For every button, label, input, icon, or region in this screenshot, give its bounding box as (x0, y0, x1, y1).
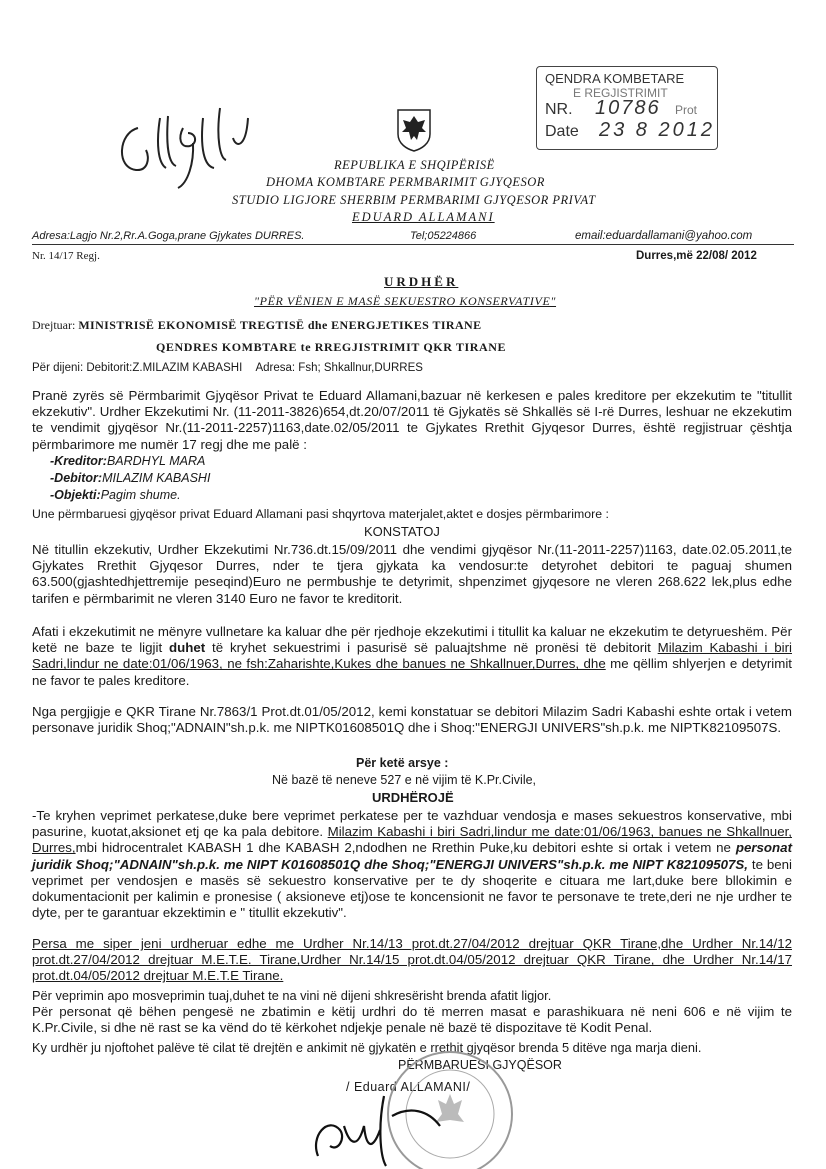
para4-duhet: duhet (169, 640, 206, 656)
paragraph-appeal: Ky urdhër ju njoftohet palëve të cilat të drejtën e ankimit në gjykatën e rrethit gjyqësor brenda 5 ditëve nga marja dieni. (32, 1040, 702, 1055)
stamp-line1: QENDRA KOMBETARE (545, 71, 685, 86)
doc-title: URDHËR (384, 274, 459, 289)
paragraph-title: Në titullin ekzekutiv, Urdher Ekzekutimi Nr.736.dt.15/09/2011 dhe vendimi gjyqësor Nr.(11-2011-2257)1163, date.02.05.2011,te Gjykates Rrethit Gjyqesor Durres, nder te tjera gjykata ka vendosur:te detyrohet debitori te paguaj shumen 63.500(gjashtedhjettremije peseqind)Euro ne permbushje te detyrimit, shpenzimet gjyqesore ne vleren 268.622 lek,plus edhe tarifen e përmbarimit ne vleren 3140 Euro ne favor te kreditorit. (32, 542, 792, 606)
kreditor-value: BARDHYL MARA (106, 454, 206, 468)
para4-debtor: Milazim Kabashi i biri Sadri,lindur ne date:01/06/1963, ne fsh:Zaharishte,Kukes dhe banues ne Shkallnuer,Durres, dhe (32, 640, 792, 672)
header-address: Adresa:Lagjo Nr.2,Rr.A.Goga,prane Gjykates DURRES. (32, 230, 305, 242)
drejtuar-line (32, 318, 482, 333)
drejtuar-label: Drejtuar: (32, 318, 76, 332)
para6-a: -Te kryhen veprimet perkatese,duke bere veprimet perkatese per te vazhduar vendosja e mases sekuestros konservative, mbi pasurine, kuotat,aksionet etj qe ka pala debitore. (32, 808, 792, 840)
stamp-nr-label: NR. (545, 101, 573, 118)
debitor-label: -Debitor: (50, 471, 103, 485)
para4-a: Afati i ekzekutimit ne mënyre vullnetare ka kaluar dhe për rjedhoje ekzekutimi i titullit ka kaluar ne ekzekutim te detyrueshëm. Për ketë ne baze te ligjit (32, 624, 792, 656)
albanian-eagle-emblem (395, 108, 433, 152)
handwritten-initials (108, 88, 278, 198)
paragraph-notify: Për veprimin apo mosveprimin tuaj,duhet te na vini në dijeni shkresërisht brenda afatit ligjor. (32, 988, 552, 1003)
doc-number: Nr. 14/17 Regj. (32, 250, 100, 262)
legal-basis: Në bazë të neneve 527 e në vijim të K.Pr.Civile, (272, 773, 537, 787)
heading-arsye: Për ketë arsye : (356, 756, 449, 770)
dijeni-address: Adresa: Fsh; Shkallnur,DURRES (255, 362, 423, 374)
dijeni-label: Për dijeni: (32, 362, 84, 374)
party-debitor (50, 471, 210, 485)
paragraph-enforcement (32, 624, 792, 689)
party-objekti (50, 488, 181, 502)
registration-stamp (536, 66, 718, 150)
stamp-nr-value: 10786 (595, 97, 661, 119)
objekti-label: -Objekti: (50, 488, 101, 502)
paragraph-order (32, 808, 792, 921)
debitor-value: MILAZIM KABASHI (102, 471, 211, 485)
party-kreditor (50, 454, 205, 468)
handwritten-signature (300, 1086, 450, 1169)
header-chamber: DHOMA KOMBTARE PERMBARIMIT GJYQESOR (266, 175, 545, 189)
stamp-line2: E REGJISTRIMIT (573, 86, 668, 100)
heading-urdheroj: URDHËROJË (372, 790, 454, 805)
stamp-date-label: Date (545, 123, 579, 140)
para6-debtor: Milazim Kabashi i biri Sadri,lindur me date:01/06/1963, banues ne Shkallnuer, Durres, (32, 824, 792, 856)
header-divider (32, 244, 794, 245)
paragraph-intro: Pranë zyrës së Përmbarimit Gjyqësor Privat te Eduard Allamani,bazuar në kerkesen e pales kreditore per ekzekutim te "titullit ekzekutiv". Urdher Ekzekutimi Nr. (11-2011-3826)654,dt.20/07/2011 të Gjykatës së Shkallës së I-rë Durres, leshuar ne ekzekutim te vendimit gjyqësor Nr.(11-2011-2257)1163,date.02/05/2011 te Gjykates Rrethit Gjyqesor Durres, është regjistruar çështja përmbarimore me numër 17 regj dhe me palë : (32, 388, 792, 452)
stamp-prot: Prot (675, 103, 698, 117)
paragraph-review: Une përmbaruesi gjyqësor privat Eduard Allamani pasi shqyrtova materjalet,aktet e dosjes përmbarimore : (32, 507, 609, 521)
header-studio: STUDIO LIGJORE SHERBIM PERMBARIMI GJYQESOR PRIVAT (232, 193, 596, 207)
dijeni-debtor: Debitorit:Z.MILAZIM KABASHI (86, 362, 243, 374)
header-tel: Tel;05224866 (410, 230, 477, 242)
drejtuar-ministry: MINISTRISË EKONOMISË TREGTISË dhe ENERGJETIKES TIRANE (78, 318, 482, 332)
header-republic: REPUBLIKA E SHQIPËRISË (334, 158, 495, 172)
para4-e: me qëllim shlyerjen e detyrimit ne favor te pales kreditore. (32, 656, 792, 688)
dijeni-line (32, 362, 423, 374)
objekti-value: Pagim shume. (100, 488, 181, 502)
signer-name: / Eduard ALLAMANI/ (346, 1080, 471, 1094)
para6-companies: personat juridik Shoq;"ADNAIN"sh.p.k. me NIPT K01608501Q dhe Shoq;"ENERGJI UNIVERS"sh.p.k. me NIPT K82109507S, (32, 840, 792, 872)
signer-title: PËRMBARUESI GJYQËSOR (398, 1058, 562, 1072)
paragraph-qkr-response: Nga pergjigje e QKR Tirane Nr.7863/1 Prot.dt.01/05/2012, kemi konstatuar se debitori Milazim Sadri Kabashi eshte ortak i vetem personave juridik Shoq;"ADNAIN"sh.p.k. me NIPTK01608501Q dhe i Shoq:"ENERGJI UNIVERS"sh.p.k. me NIPTK82109507S. (32, 704, 792, 736)
header-email: email:eduardallamani@yahoo.com (575, 230, 753, 242)
stamp-date-value: 23 8 2012 (599, 119, 715, 141)
drejtuar-qkr: QENDRES KOMBTARE te RREGJISTRIMIT QKR TIRANE (156, 340, 507, 354)
paragraph-previous-orders: Persa me siper jeni urdheruar edhe me Urdher Nr.14/13 prot.dt.27/04/2012 drejtuar QKR Tirane,dhe Urdher Nr.14/12 prot.dt.27/04/2012 drejtuar M.E.T.E. Tirane,Urdher Nr.14/15 prot.dt.04/05/2012 drejtuar QKR Tirane, dhe Urdher Nr.14/17 prot.dt.04/05/2012 drejtuar M.E.T.E Tirane. (32, 936, 792, 984)
para4-c: të kryhet sekuestrimi i pasurisë së paluajtshme në pronësi të debitorit (205, 640, 658, 656)
para6-c: mbi hidrocentralet KABASH 1 dhe KABASH 2,ndodhen ne Rrethin Puke,ku debitori eshte si ortak i vetem ne (75, 840, 736, 856)
kreditor-label: -Kreditor: (50, 454, 107, 468)
para6-e: te beni veprimet per vendosjen e masës së sekuestro konservative per te dy shoqerite e cituara me lart,duke bere bllokimin e dokumentacionit per kalimin e pronesise ( aksioneve etj)ose te koncensionit ne favor te personave te trete,deri ne nje urdher te dyte, per te garantuar ekzektimin e " titullit ekzekutiv". (32, 856, 792, 921)
header-name: EDUARD ALLAMANI (352, 210, 495, 224)
heading-konstatoj: KONSTATOJ (364, 524, 440, 539)
doc-subtitle: "PËR VËNIEN E MASË SEKUESTRO KONSERVATIVE" (254, 294, 557, 308)
paragraph-penalty: Për personat që bëhen pengesë ne zbatimin e këtij urdhri do të merren masat e parashikuara në neni 606 e në vijim te K.Pr.Civile, si dhe në rast se ka vënd do të kërkohet ndjekje penale në bazë të dispozitave të Kodit Penal. (32, 1004, 792, 1036)
place-date: Durres,më 22/08/ 2012 (636, 250, 757, 262)
